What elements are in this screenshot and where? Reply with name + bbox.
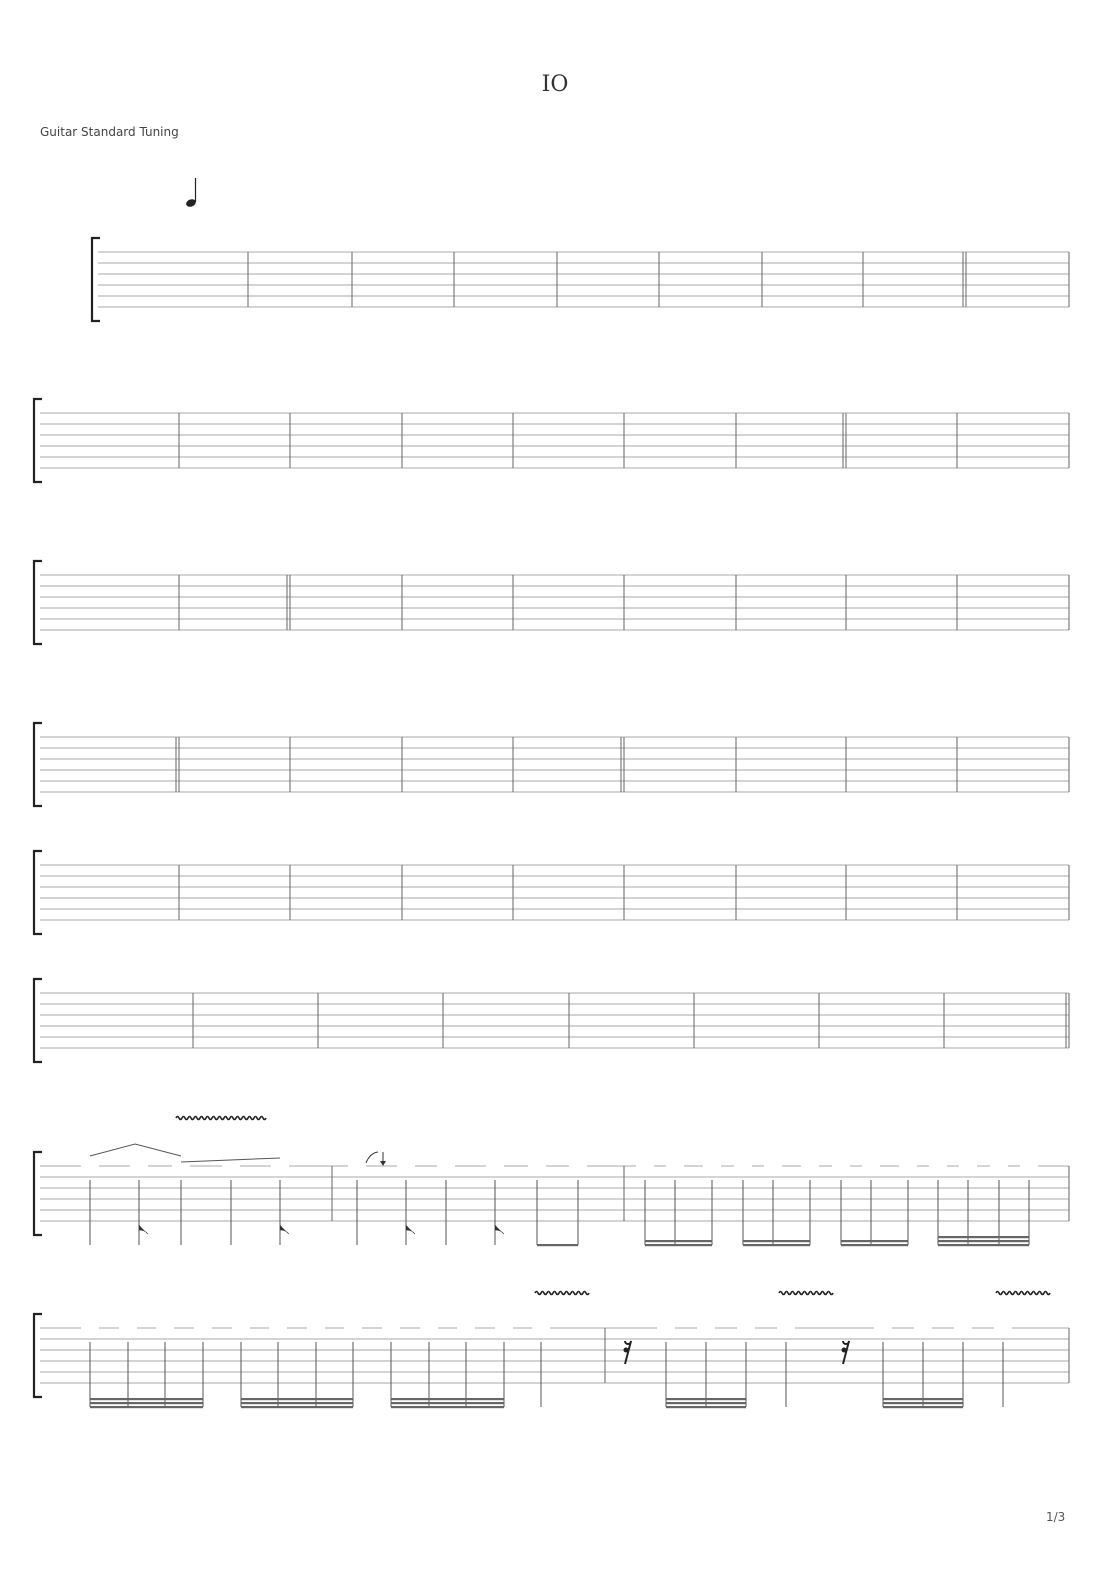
fret-mask: [486, 1159, 504, 1171]
system-bracket: [34, 399, 42, 482]
beam: [883, 1398, 963, 1400]
tuning-label: Guitar Standard Tuning: [40, 125, 179, 139]
beam: [537, 1244, 578, 1246]
beam: [90, 1406, 203, 1408]
beam: [666, 1406, 746, 1408]
fret-mask: [528, 1159, 546, 1171]
fret-mask: [344, 1321, 362, 1333]
fret-mask: [420, 1321, 438, 1333]
fret-mask: [990, 1159, 1008, 1171]
beam: [666, 1402, 746, 1404]
beam: [938, 1240, 1029, 1242]
vibrato-icon: [176, 1117, 266, 1120]
fret-mask: [764, 1159, 782, 1171]
fret-mask: [636, 1159, 654, 1171]
fret-mask: [397, 1159, 415, 1171]
fret-mask: [222, 1159, 240, 1171]
beam: [883, 1402, 963, 1404]
beam: [938, 1244, 1029, 1246]
beam: [391, 1402, 504, 1404]
beam: [391, 1406, 504, 1408]
fret-mask: [862, 1159, 880, 1171]
eighth-flag: [406, 1225, 415, 1234]
beam: [743, 1244, 810, 1246]
tuplet-bracket: [90, 1144, 181, 1156]
system-bracket: [34, 1152, 42, 1235]
fret-mask: [119, 1321, 137, 1333]
beam: [938, 1236, 1029, 1238]
beam: [645, 1244, 712, 1246]
beam: [241, 1402, 353, 1404]
system-bracket: [34, 723, 42, 806]
beam: [241, 1406, 353, 1408]
eighth-flag: [139, 1225, 148, 1234]
fret-mask: [994, 1321, 1012, 1333]
fret-mask: [703, 1159, 721, 1171]
fret-mask: [929, 1159, 947, 1171]
beam: [841, 1240, 908, 1242]
arrow-head-icon: [380, 1161, 386, 1166]
fret-mask: [232, 1321, 250, 1333]
fret-mask: [307, 1321, 325, 1333]
beam: [743, 1240, 810, 1242]
rest-dot: [624, 1348, 629, 1353]
fret-mask: [954, 1321, 972, 1333]
fret-mask: [914, 1321, 932, 1333]
page-title: IO: [541, 72, 569, 97]
beam: [241, 1398, 353, 1400]
beam: [90, 1398, 203, 1400]
fret-mask: [382, 1321, 400, 1333]
eighth-flag: [495, 1225, 504, 1234]
fret-mask: [437, 1159, 455, 1171]
fret-mask: [348, 1159, 366, 1171]
rest-dot: [842, 1348, 847, 1353]
beam: [841, 1244, 908, 1246]
bend-curve: [366, 1152, 378, 1163]
fret-mask: [457, 1321, 475, 1333]
vibrato-icon: [779, 1292, 833, 1295]
fret-mask: [271, 1159, 289, 1171]
fret-mask: [532, 1321, 550, 1333]
fret-mask: [801, 1159, 819, 1171]
fret-mask: [81, 1159, 99, 1171]
beam: [90, 1402, 203, 1404]
fret-mask: [657, 1321, 675, 1333]
fret-mask: [172, 1159, 190, 1171]
system-bracket: [34, 851, 42, 934]
fret-mask: [156, 1321, 174, 1333]
eighth-flag: [280, 1225, 289, 1234]
fret-mask: [81, 1321, 99, 1333]
fret-mask: [495, 1321, 513, 1333]
fret-mask: [1020, 1159, 1038, 1171]
fret-mask: [269, 1321, 287, 1333]
fret-mask: [874, 1321, 892, 1333]
fret-mask: [697, 1321, 715, 1333]
system-bracket: [34, 979, 42, 1062]
beam: [883, 1406, 963, 1408]
fret-mask: [130, 1159, 148, 1171]
fret-mask: [899, 1159, 917, 1171]
fret-mask: [734, 1159, 752, 1171]
system-bracket: [34, 561, 42, 644]
fret-mask: [666, 1159, 684, 1171]
vibrato-icon: [996, 1292, 1050, 1295]
beam: [391, 1398, 504, 1400]
fret-mask: [569, 1159, 587, 1171]
beam: [666, 1398, 746, 1400]
fret-mask: [194, 1321, 212, 1333]
system-bracket: [34, 1314, 42, 1397]
system-bracket: [92, 238, 100, 321]
fret-mask: [959, 1159, 977, 1171]
vibrato-icon: [535, 1292, 589, 1295]
page-number: 1/3: [1046, 1510, 1066, 1524]
beam: [645, 1240, 712, 1242]
fret-mask: [832, 1159, 850, 1171]
fret-mask: [737, 1321, 755, 1333]
fret-mask: [777, 1321, 795, 1333]
